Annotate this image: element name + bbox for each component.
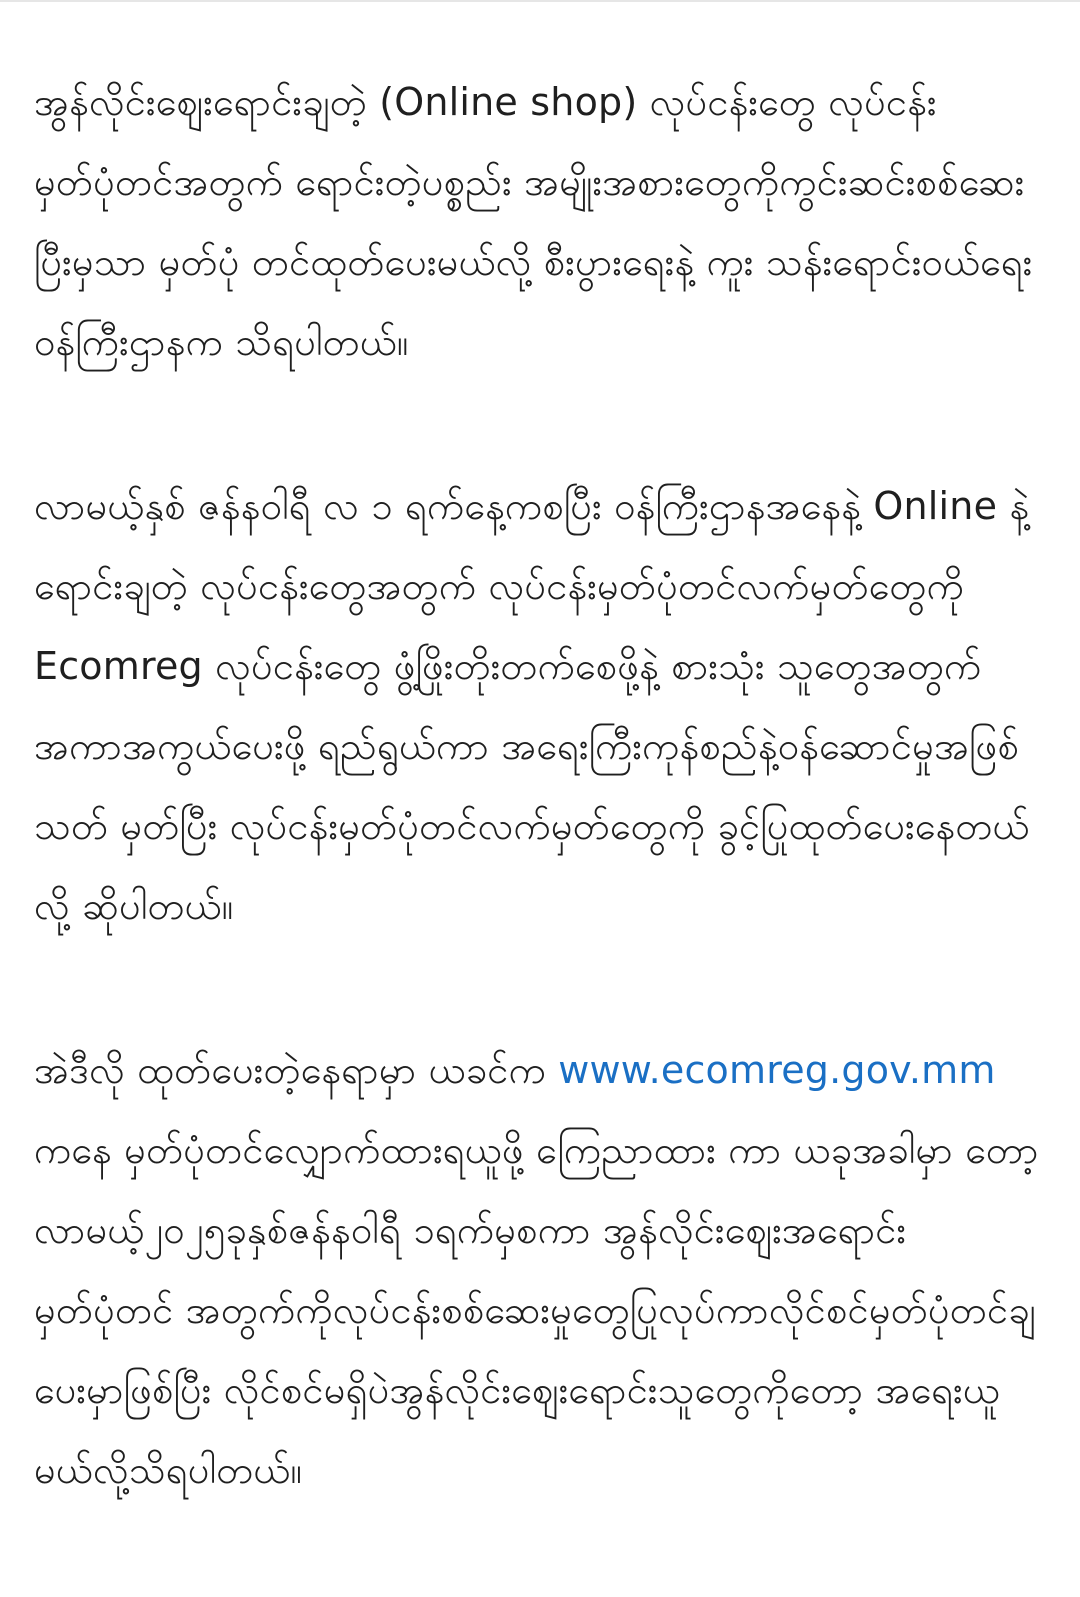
paragraph-1: အွန်လိုင်းဈေးရောင်းချတဲ့ (Online shop) လုပ်ငန်းတွေ လုပ်ငန်းမှတ်ပုံတင်အတွက် ရောင်းတဲ့ပစ္စည်း အမျိုးအစားတွေကိုကွင်းဆင်းစစ်ဆေးပြီးမှသာ မှတ်ပုံ တင်ထုတ်ပေးမယ်လို့ စီးပွားရေးနဲ့ ကူး သန်းရောင်းဝယ်ရေးဝန်ကြီးဌာနက သိရပါတယ်။ — [34, 80, 1033, 364]
top-divider — [0, 0, 1080, 2]
paragraph-3 — [34, 1030, 1044, 1510]
ecomreg-link[interactable]: www.ecomreg.gov.mm — [558, 1048, 996, 1092]
paragraph-3-lead: အဲဒီလို ထုတ်ပေးတဲ့နေရာမှာ ယခင်က — [34, 1048, 559, 1092]
paragraph-2: လာမယ့်နှစ် ဇန်နဝါရီ လ ၁ ရက်နေ့ကစပြီး ဝန်ကြီးဌာနအနေနဲ့ Online နဲ့ရောင်းချတဲ့ လုပ်ငန်းတွေအတွက် လုပ်ငန်းမှတ်ပုံတင်လက်မှတ်တွေကို Ecomreg လုပ်ငန်းတွေ ဖွံ့ဖြိုးတိုးတက်စေဖို့နဲ့ စားသုံး သူတွေအတွက် အကာအကွယ်ပေးဖို့ ရည်ရွယ်ကာ အရေးကြီးကုန်စည်နဲ့ဝန်ဆောင်မှုအဖြစ်သတ် မှတ်ပြီး လုပ်ငန်းမှတ်ပုံတင်လက်မှတ်တွေကို ခွင့်ပြုထုတ်ပေးနေတယ်လို့ ဆိုပါတယ်။ — [34, 484, 1030, 928]
paragraph-3-rest: ကနေ မှတ်ပုံတင်လျှောက်ထားရယူဖို့ ကြေညာထား ကာ ယခုအခါမှာ တော့လာမယ့်၂၀၂၅ခုနှစ်ဇန်နဝါရီ ၁ရက်မှစကာ အွန်လိုင်းဈေးအရောင်းမှတ်ပုံတင် အတွက်ကိုလုပ်ငန်းစစ်ဆေးမှုတွေပြုလုပ်ကာလိုင်စင်မှတ်ပုံတင်ချပေးမှာဖြစ်ပြီး လိုင်စင်မရှိပဲအွန်လိုင်းဈေးရောင်းသူတွေကိုတော့ အရေးယူမယ်လို့သိရပါတယ်။ — [34, 1128, 1039, 1492]
article-body — [34, 62, 1044, 1510]
